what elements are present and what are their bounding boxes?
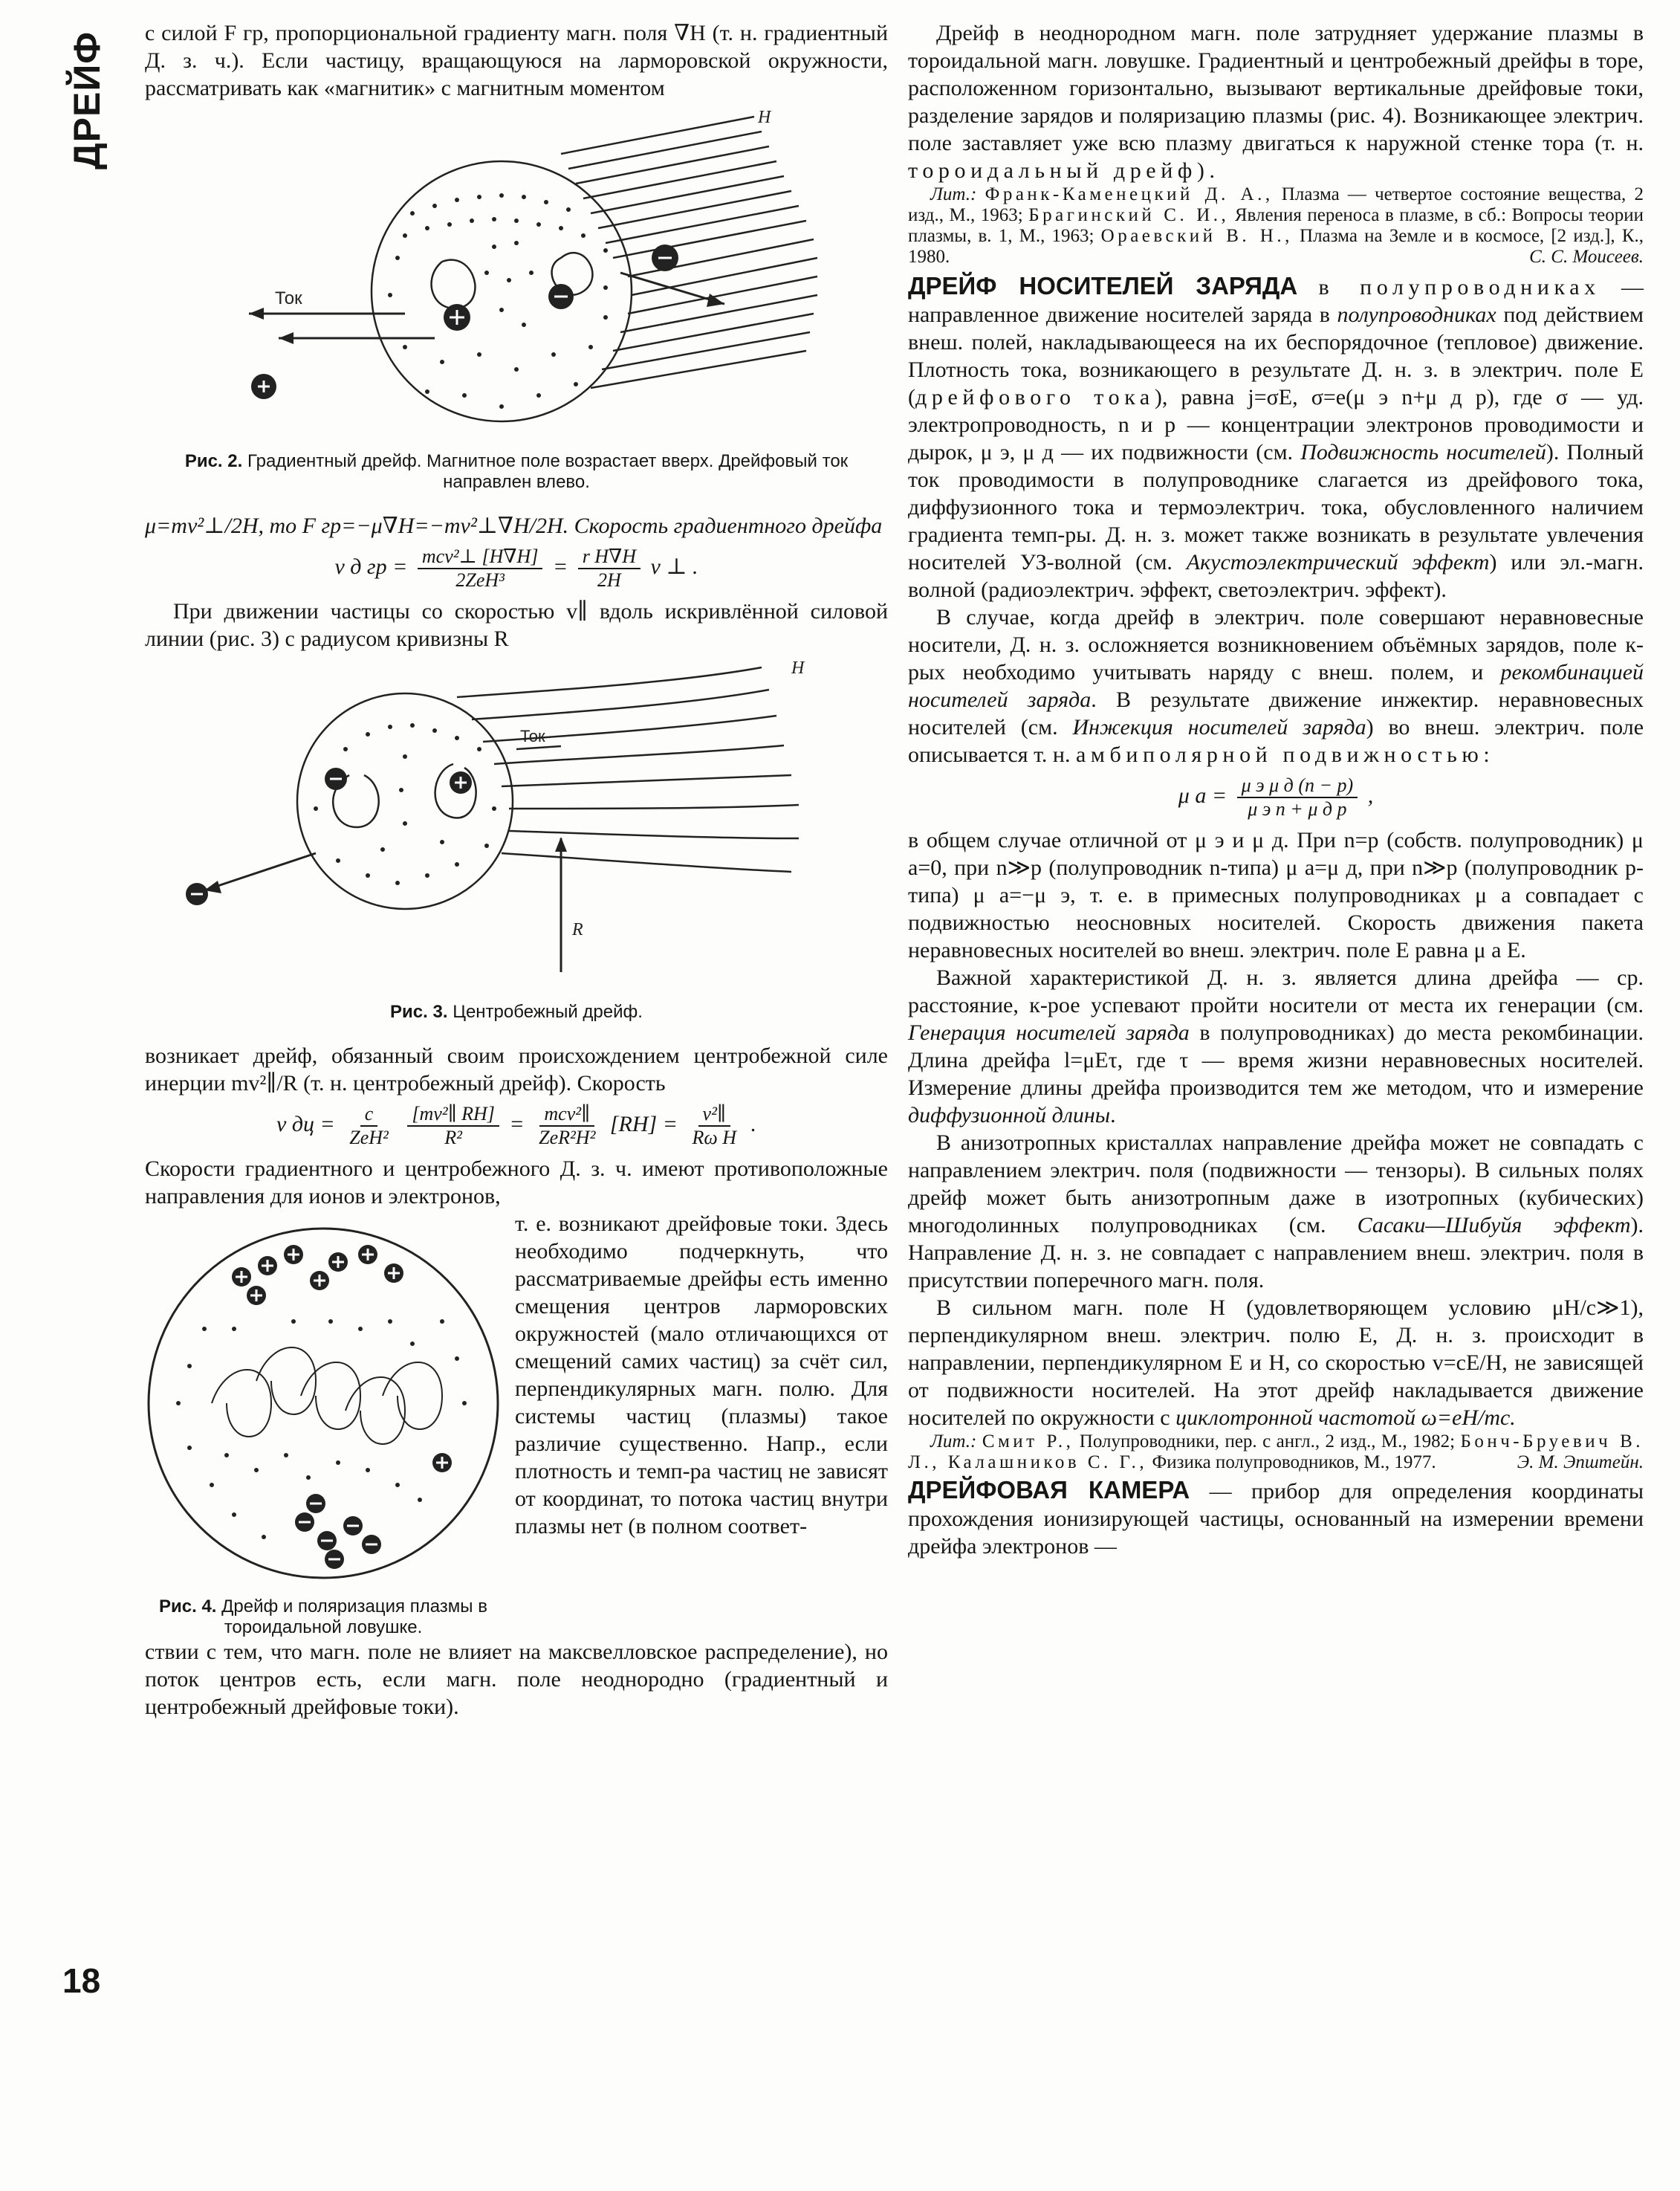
formula-ambipolar-num: μ э μ д (n − p) — [1237, 774, 1358, 798]
formula-gradient-drift-num-1: mcv²⊥ [H∇H] — [418, 546, 543, 569]
right-paragraph-2 — [908, 272, 1644, 603]
figure-2-caption — [145, 451, 888, 493]
figure-4-caption-number: Рис. 4. — [159, 1596, 217, 1616]
right-paragraph-6-text-b: ). Направление Д. н. з. не совпадает с направлением внеш. электрич. поля в присутствии поперечного магн. поля. — [908, 1213, 1644, 1292]
figure-4-caption — [145, 1596, 502, 1638]
right-paragraph-2-text-c: ), равна j=σE, σ=e(μ э n+μ д p), где σ — уд. электропроводность, n и p — концентрации электронов проводимости и дырок, μ э, μ д — их подвижности (см. — [908, 385, 1644, 465]
right-paragraph-5 — [908, 964, 1644, 1129]
right-paragraph-1 — [908, 19, 1644, 184]
right-paragraph-8 — [908, 1476, 1644, 1560]
right-paragraph-2-text-d: ). Полный ток проводимости в полупроводнике слагается из дрейфового тока, диффузионного тока и термоэлектрич. тока, обусловленного наличием градиента темп-ры. Д. н. з. может также возникать в результате увлечения носителей УЗ-волной (см. — [908, 440, 1644, 575]
references-1-title-2: Явления переноса в плазме, в сб.: Вопросы теории плазмы, в. 1, М., 1963; — [908, 205, 1644, 246]
formula-centrifugal-den-3: ZeR²H² — [539, 1127, 596, 1148]
link-semiconductors[interactable]: полупроводниках — [1337, 302, 1496, 327]
references-2-signature: Э. М. Эпштейн. — [1517, 1452, 1644, 1472]
formula-ambipolar-lhs: μ а = — [1178, 783, 1227, 808]
left-paragraph-4: Скорости градиентного и центробежного Д. з. ч. имеют противоположные направления для ионов и электронов, — [145, 1156, 888, 1208]
link-cyclotron-frequency[interactable]: циклотронной частотой — [1175, 1405, 1416, 1430]
running-header — [46, 30, 128, 171]
right-paragraph-6 — [908, 1129, 1644, 1294]
formula-ambipolar-mobility — [908, 774, 1644, 821]
fig3-label-current: Ток — [520, 727, 545, 745]
figure-4-toroidal-drift — [145, 1210, 502, 1596]
references-2-title-1: Полупроводники, пер. с англ., 2 изд., М., 1982; — [1079, 1431, 1456, 1452]
right-paragraph-3-text-a: В случае, когда дрейф в электрич. поле совершают неравновесные носители, Д. н. з. осложняется возникновением объёмных зарядов, поле к-рых необходимо учитывать наряду с внеш. полем, и — [908, 605, 1644, 685]
right-paragraph-8-text: — прибор для определения координаты прохождения ионизирующей частицы, основанный на измерении времени дрейфа электронов — — [908, 1479, 1644, 1559]
right-paragraph-7-text-a: В сильном магн. поле H (удовлетворяющем условию μH/c≫1), перпендикулярном внеш. электрич. полю E, Д. н. з. происходит в направлении, перпендикулярном E и H, со скоростью v=cE/H, не зависящей от подвижности носителей. На этот дрейф накладывается движение носителей по окружности с — [908, 1295, 1644, 1430]
right-paragraph-4: в общем случае отличной от μ э и μ д. При n=p (собств. полупроводник) μ а=0, при n≫p (полупроводник n-типа) μ а=μ д, при n≫p (полупроводник p-типа) μ а=−μ э, т. е. в примесных полупроводниках μ а совпадает с подвижностью неосновных носителей. Скорость движения пакета неравновесных носителей во внеш. электрич. поле E равна μ а E. — [908, 828, 1644, 962]
fig2-label-H: H — [758, 108, 771, 127]
left-paragraph-1: с силой F гр, пропорциональной градиенту магн. поля ∇H (т. н. градиентный Д. з. ч.). Если частицу, вращающуюся на ларморовской окружности, рассматривать как «магнитик» с магнитным моментом — [145, 21, 888, 100]
references-1-title-1: Плазма — четвертое состояние вещества, 2 изд., М., 1963; — [908, 184, 1644, 225]
formula-centrifugal-den-1: ZeH² — [349, 1127, 389, 1148]
figure-2-gradient-drift — [145, 102, 888, 451]
formula-gradient-drift-mid: = — [552, 554, 568, 579]
formula-centrifugal-lhs: v дц = — [276, 1111, 335, 1136]
references-1-author-3: Ораевский В. Н., — [1100, 226, 1293, 246]
link-sasaki-shibuya-effect[interactable]: Сасаки—Шибуйя эффект — [1357, 1213, 1631, 1237]
references-1-author-2: Брагинский С. И., — [1028, 205, 1230, 225]
entry-title-carrier-drift-context: в полупроводниках — [1318, 275, 1600, 300]
formula-centrifugal-mid: [RH] = — [609, 1111, 678, 1136]
formula-gradient-drift-den-1: 2ZeH³ — [455, 569, 505, 591]
formula-centrifugal-num-1: c — [360, 1103, 378, 1127]
right-paragraph-3-text-b: . В результате движение инжектир. неравновесных носителей (см. — [908, 687, 1644, 739]
formula-centrifugal-num-3: mcv²∥ — [539, 1103, 594, 1127]
right-paragraph-1-text: Дрейф в неоднородном магн. поле затрудняет удержание плазмы в тороидальной магн. ловушке. Градиентный и центробежный дрейфы в торе, расположенном горизонтально, вызывают вертикальные дрейфовые токи, разделение зарядов и поляризацию плазмы (рис. 4). Возникающее электрич. поле заставляет уже всю плазму двигаться к наружной стенке тора (т. н. — [908, 21, 1644, 155]
figure-4-caption-text: Дрейф и поляризация плазмы в тороидальной ловушке. — [221, 1596, 487, 1637]
running-header-word: ДРЕЙФ — [66, 31, 108, 169]
figure-3-caption-text: Центробежный дрейф. — [453, 1002, 643, 1022]
term-toroidal-drift: тороидальный дрейф). — [908, 158, 1220, 183]
formula-ambipolar-den: μ э n + μ д p — [1248, 798, 1347, 820]
formula-centrifugal-eq: = — [509, 1111, 525, 1136]
figure-3-caption-number: Рис. 3. — [390, 1002, 448, 1022]
right-paragraph-2-text-e: ) или эл.-магн. волной (радиоэлектрич. эффект, светоэлектрич. эффект). — [908, 550, 1644, 602]
entry-title-carrier-drift: ДРЕЙФ НОСИТЕЛЕЙ ЗАРЯДА — [908, 272, 1298, 300]
figure-2-caption-number: Рис. 2. — [184, 451, 243, 471]
formula-ambipolar-tail: , — [1367, 783, 1374, 808]
figure-3-centrifugal-drift — [145, 653, 888, 1002]
references-1-signature: С. С. Моисеев. — [1529, 247, 1644, 267]
figure-4-block — [145, 1210, 502, 1638]
references-2-label: Лит.: — [930, 1431, 977, 1452]
references-1 — [908, 184, 1644, 268]
right-column — [908, 19, 1644, 2100]
term-drift-current: дрейфового тока — [915, 385, 1155, 410]
formula-centrifugal-drift — [145, 1103, 888, 1149]
references-2-title-2: Физика полупроводников, М., 1977. — [1152, 1452, 1436, 1472]
right-paragraph-2-text-b: под действием внеш. полей, накладывающееся на их беспорядочное (тепловое) движение. Плотность тока, возникающего в результате Д. н. з. в электрич. поле E ( — [908, 302, 1644, 410]
right-paragraph-2-text-a: — направленное движение носителей заряда в — [908, 275, 1644, 327]
right-paragraph-3 — [908, 603, 1644, 768]
formula-gradient-drift-den-2: 2H — [597, 569, 621, 591]
fig3-label-R: R — [572, 920, 583, 939]
left-paragraph-3: возникает дрейф, обязанный своим происхождением центробежной силе инерции mv²∥/R (т. н. центробежный дрейф). Скорость — [145, 1043, 888, 1096]
right-paragraph-5-text-c: . — [1110, 1103, 1116, 1127]
entry-title-drift-chamber: ДРЕЙФОВАЯ КАМЕРА — [908, 1476, 1190, 1504]
left-paragraph-5: ствии с тем, что магн. поле не влияет на максвелловское распределение), но поток центров есть, если магн. поле неоднородно (градиентный и центробежный дрейфовые токи). — [145, 1640, 888, 1719]
references-2 — [908, 1431, 1644, 1473]
link-diffusion-length[interactable]: диффузионной длины — [908, 1103, 1111, 1127]
right-paragraph-5-text-a: Важной характеристикой Д. н. з. является длина дрейфа — ср. расстояние, к-рое успевают пройти носители от места их генерации (см. — [908, 965, 1644, 1017]
left-formula-1: μ=mv²⊥/2H, то F гр=−μ∇H=−mv²⊥∇H/2H. Скорость градиентного дрейфа — [145, 514, 883, 538]
formula-gradient-drift-lhs: v д гр = — [334, 554, 408, 579]
right-paragraph-7-text-b: ω=eH/mc. — [1421, 1405, 1516, 1430]
link-carrier-generation[interactable]: Генерация носителей заряда — [908, 1020, 1190, 1045]
page-number: 18 — [62, 1961, 101, 2000]
formula-gradient-drift-num-2: r H∇H — [578, 546, 640, 569]
figure-2-caption-text: Градиентный дрейф. Магнитное поле возрастает вверх. Дрейфовый ток направлен влево. — [247, 451, 849, 492]
right-paragraph-7 — [908, 1294, 1644, 1431]
formula-centrifugal-den-2: R² — [444, 1127, 462, 1148]
formula-centrifugal-den-4: Rω H — [692, 1127, 736, 1148]
fig3-label-H: H — [791, 658, 805, 678]
link-carrier-recombination[interactable]: рекомбинацией носителей заряда — [908, 660, 1644, 712]
right-paragraph-5-text-b: в полупроводниках) до места рекомбинации. Длина дрейфа l=μEτ, где τ — время жизни неравновесных носителей. Измерение длины дрейфа производится тем же методом, что и измерение — [908, 1020, 1644, 1100]
references-2-author-2: Бонч-Бруевич В. Л., Калашников С. Г., — [908, 1431, 1644, 1472]
references-1-label: Лит.: — [930, 184, 977, 204]
term-ambipolar-mobility: амбиполярной подвижностью — [1075, 742, 1484, 767]
right-paragraph-3-text-d: : — [1483, 742, 1490, 767]
fig2-label-current: Ток — [275, 288, 302, 308]
right-paragraph-6-text-a: В анизотропных кристаллах направление дрейфа может не совпадать с направлением электрич. поля (подвижности — тензоры). В сильных полях дрейф может быть анизотропным даже в изотропных (кубических) многодолинных полупроводниках (см. — [908, 1130, 1644, 1237]
formula-centrifugal-tail: . — [750, 1111, 756, 1136]
link-carrier-mobility[interactable]: Подвижность носителей — [1300, 440, 1546, 465]
formula-centrifugal-num-4: v²∥ — [698, 1103, 730, 1127]
figure-3-caption — [145, 1002, 888, 1023]
formula-centrifugal-num-2: [mv²∥ RH] — [407, 1103, 499, 1127]
references-1-title-3: Плазма на Земле и в космосе, [2 изд.], К., 1980. — [908, 226, 1644, 267]
left-column — [145, 19, 888, 2011]
link-acoustoelectric-effect[interactable]: Акустоэлектрический эффект — [1186, 550, 1490, 575]
formula-gradient-drift-tail: v ⊥ . — [650, 554, 698, 579]
left-paragraph-4-side: т. е. возникают дрейфовые токи. Здесь необходимо подчеркнуть, что рассматриваемые дрейфы есть именно смещения центров ларморовских окружностей (мало отличающихся от смещений самих частиц) за счёт сил, перпендикулярных магн. полю. Для системы частиц (плазмы) такое различие существенно. Напр., если плотность и темп-ра частиц не зависят от координат, то потока частиц внутри плазмы нет (в полном соответ- — [515, 1211, 888, 1538]
formula-gradient-drift — [145, 546, 888, 592]
references-2-author-1: Смит Р., — [982, 1431, 1074, 1452]
right-paragraph-3-text-c: ) во внеш. электрич. поле описывается т. н. — [908, 715, 1644, 767]
left-paragraph-2: При движении частицы со скоростью v∥ вдоль искривлённой силовой линии (рис. 3) с радиусом кривизны R — [145, 599, 888, 651]
link-carrier-injection[interactable]: Инжекция носителей заряда — [1072, 715, 1366, 739]
references-1-author-1: Франк-Каменецкий Д. А., — [985, 184, 1274, 204]
